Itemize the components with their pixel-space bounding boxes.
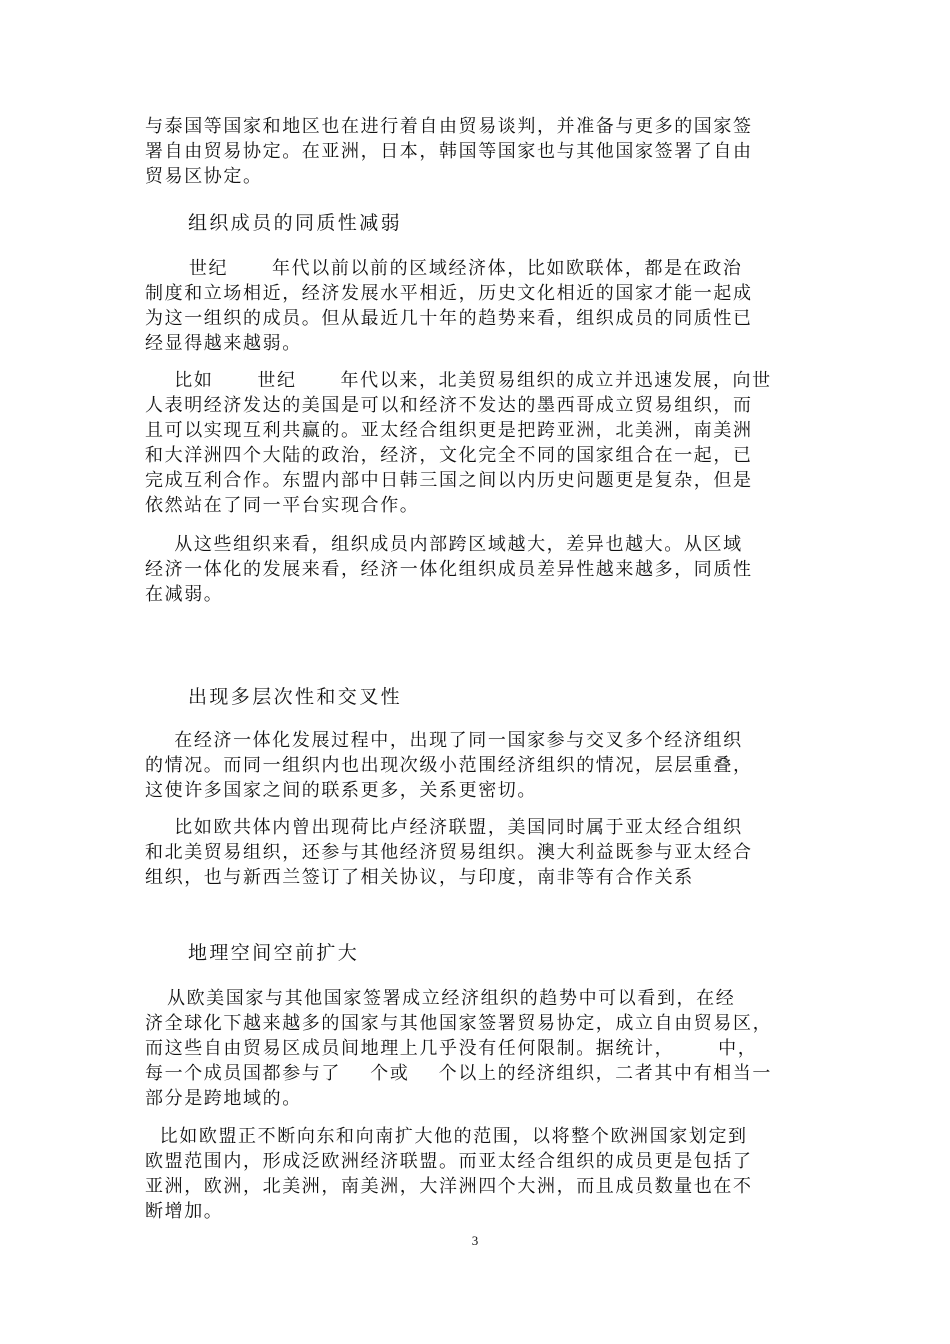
text-line: 完成互利合作。东盟内部中日韩三国之间以内历史问题更是复杂，但是 [145,470,753,491]
paragraph [145,815,815,890]
text-line: 经显得越来越弱。 [145,333,302,354]
text-line: 署自由贸易协定。在亚洲，日本，韩国等国家也与其他国家签署了自由 [145,141,753,162]
text-line: 制度和立场相近，经济发展水平相近，历史文化相近的国家才能一起成 [145,283,753,304]
text-line: 和大洋洲四个大陆的政治，经济，文化完全不同的国家组合在一起，已 [145,445,753,466]
text-line: 在经济一体化发展过程中，出现了同一国家参与交叉多个经济组织 [145,730,743,751]
text-line: 比如欧共体内曾出现荷比卢经济联盟，美国同时属于亚太经合组织 [145,817,743,838]
section-heading: 地理空间空前扩大 [188,942,360,964]
text-line: 断增加。 [145,1201,224,1222]
text-line: 亚洲，欧洲，北美洲，南美洲，大洋洲四个大洲，而且成员数量也在不 [145,1176,753,1197]
text-line: 而这些自由贸易区成员间地理上几乎没有任何限制。据统计， 中， [145,1038,758,1059]
paragraph [145,256,815,356]
text-line: 与泰国等国家和地区也在进行着自由贸易谈判，并准备与更多的国家签 [145,116,753,137]
paragraph [145,986,815,1111]
text-line: 人表明经济发达的美国是可以和经济不发达的墨西哥成立贸易组织，而 [145,395,753,416]
text-line: 世纪 年代以前以前的区域经济体，比如欧联体，都是在政治 [145,258,743,279]
text-line: 组织，也与新西兰签订了相关协议，与印度，南非等有合作关系 [145,867,694,888]
section-heading: 组织成员的同质性减弱 [188,212,403,234]
text-line: 依然站在了同一平台实现合作。 [145,495,420,516]
text-line: 每一个成员国都参与了 个或 个以上的经济组织，二者其中有相当一 [145,1063,772,1084]
text-line: 和北美贸易组织，还参与其他经济贸易组织。澳大利益既参与亚太经合 [145,842,753,863]
text-line: 这使许多国家之间的联系更多，关系更密切。 [145,780,537,801]
paragraph [145,114,815,189]
text-line: 济全球化下越来越多的国家与其他国家签署贸易协定，成立自由贸易区， [145,1013,773,1034]
text-line: 在减弱。 [145,584,224,605]
text-line: 比如欧盟正不断向东和向南扩大他的范围，以将整个欧洲国家划定到 [145,1126,748,1147]
text-line: 贸易区协定。 [145,166,263,187]
text-line: 比如 世纪 年代以来，北美贸易组织的成立并迅速发展，向世 [145,370,772,391]
text-line: 的情况。而同一组织内也出现次级小范围经济组织的情况，层层重叠， [145,755,753,776]
text-line: 且可以实现互利共赢的。亚太经合组织更是把跨亚洲，北美洲，南美洲 [145,420,753,441]
text-line: 欧盟范围内，形成泛欧洲经济联盟。而亚太经合组织的成员更是包括了 [145,1151,753,1172]
text-line: 从这些组织来看，组织成员内部跨区域越大，差异也越大。从区域 [145,534,743,555]
text-line: 部分是跨地域的。 [145,1088,302,1109]
section-heading: 出现多层次性和交叉性 [188,686,403,708]
paragraph [145,368,815,518]
paragraph [145,532,815,607]
text-line: 经济一体化的发展来看，经济一体化组织成员差异性越来越多，同质性 [145,559,753,580]
paragraph [145,1124,815,1224]
paragraph [145,728,815,803]
text-line: 从欧美国家与其他国家签署成立经济组织的趋势中可以看到，在经 [145,988,736,1009]
text-line: 为这一组织的成员。但从最近几十年的趋势来看，组织成员的同质性已 [145,308,753,329]
page-number: 3 [471,1233,479,1248]
